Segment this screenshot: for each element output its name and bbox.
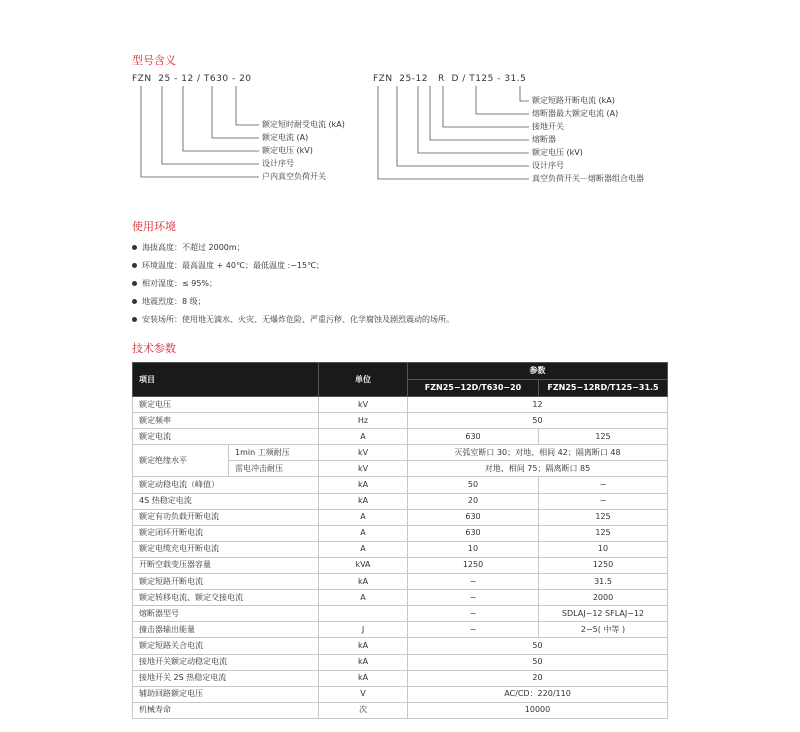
left-label-design-no: 设计序号: [262, 159, 294, 168]
env-section-title: 使用环境: [132, 220, 176, 233]
left-label-rated-voltage: 额定电压 (kV): [262, 146, 313, 155]
model-section-title: 型号含义: [132, 54, 176, 67]
row-item: 额定频率: [133, 413, 319, 429]
row-unit: kA: [319, 574, 408, 590]
row-item: 接地开关额定动稳定电流: [133, 654, 319, 670]
row-item: 额定电缆充电开断电流: [133, 541, 319, 557]
left-model-code: FZN 25 - 12 / T630 - 20: [132, 74, 252, 84]
row-value-model-2: 125: [539, 509, 668, 525]
row-subitem: 1min 工频耐压: [229, 445, 319, 461]
row-unit: A: [319, 509, 408, 525]
left-label-short-time-current: 额定短时耐受电流 (kA): [262, 120, 345, 129]
row-value-model-1: 20: [408, 493, 539, 509]
row-unit: kA: [319, 477, 408, 493]
right-label-fuse-max-current: 熔断器最大额定电流 (A): [532, 109, 619, 118]
env-list: [132, 238, 454, 329]
row-value-model-1: 10: [408, 541, 539, 557]
row-value: 12: [408, 397, 668, 413]
header-model-1: FZN25−12D/T630−20: [408, 380, 539, 397]
model-diagram-lines: [0, 0, 800, 200]
row-item: 额定闭环开断电流: [133, 525, 319, 541]
header-params: 参数: [408, 363, 668, 380]
env-item-seismic: 地震烈度：8 级；: [132, 293, 454, 311]
row-item: 4S 热稳定电流: [133, 493, 319, 509]
row-unit: A: [319, 541, 408, 557]
table-row: [133, 638, 668, 654]
row-value-model-1: −: [408, 574, 539, 590]
row-value-model-2: 10: [539, 541, 668, 557]
env-item-temperature: 环境温度：最高温度 + 40℃；最低温度 :−15℃；: [132, 256, 454, 274]
row-unit: V: [319, 686, 408, 702]
row-value: 灭弧室断口 30；对地、相间 42；隔离断口 48: [408, 445, 668, 461]
row-unit: kA: [319, 654, 408, 670]
env-item-altitude: 海拔高度：不超过 2000m；: [132, 238, 454, 256]
row-item: 辅助回路额定电压: [133, 686, 319, 702]
right-label-rated-voltage: 额定电压 (kV): [532, 148, 583, 157]
row-unit: kV: [319, 461, 408, 477]
left-label-rated-current: 额定电流 (A): [262, 133, 309, 142]
row-value: 对地、相间 75；隔离断口 85: [408, 461, 668, 477]
bullet-icon: [132, 299, 137, 304]
row-value: AC/CD：220/110: [408, 686, 668, 702]
table-row: [133, 413, 668, 429]
row-unit: A: [319, 525, 408, 541]
bullet-icon: [132, 317, 137, 322]
row-item: 额定绝缘水平: [133, 445, 229, 477]
table-row: [133, 622, 668, 638]
row-value: 50: [408, 413, 668, 429]
right-label-earthing-switch: 接地开关: [532, 122, 564, 131]
env-item-site: 安装场所：使用地无滴水、火灾、无爆炸危险、严重污秽、化学腐蚀及剧烈震动的场所。: [132, 311, 454, 329]
row-value: 50: [408, 654, 668, 670]
header-item: 项目: [133, 363, 319, 397]
row-item: 额定短路关合电流: [133, 638, 319, 654]
row-value-model-1: −: [408, 606, 539, 622]
row-item: 额定有功负载开断电流: [133, 509, 319, 525]
row-item: 接地开关 2S 热稳定电流: [133, 670, 319, 686]
spec-table-body: [133, 397, 668, 719]
header-unit: 单位: [319, 363, 408, 397]
row-value-model-1: 1250: [408, 557, 539, 573]
row-unit: Hz: [319, 413, 408, 429]
row-unit: kVA: [319, 557, 408, 573]
row-value-model-2: 125: [539, 525, 668, 541]
table-row: [133, 541, 668, 557]
row-value-model-2: −: [539, 477, 668, 493]
row-unit: J: [319, 622, 408, 638]
row-unit: A: [319, 590, 408, 606]
env-item-humidity: 相对湿度：≤ 95%；: [132, 274, 454, 292]
table-row: [133, 557, 668, 573]
table-row: [133, 654, 668, 670]
table-row: [133, 477, 668, 493]
row-item: 额定动稳电流（峰值）: [133, 477, 319, 493]
bullet-icon: [132, 245, 137, 250]
table-row: [133, 429, 668, 445]
tech-section-title: 技术参数: [132, 342, 176, 355]
row-value: 10000: [408, 702, 668, 718]
bullet-icon: [132, 263, 137, 268]
row-item: 额定电流: [133, 429, 319, 445]
row-item: 额定转移电流、额定交接电流: [133, 590, 319, 606]
row-value-model-2: 2000: [539, 590, 668, 606]
row-value-model-2: 1250: [539, 557, 668, 573]
row-unit: kV: [319, 397, 408, 413]
row-value-model-2: −: [539, 493, 668, 509]
table-row: [133, 525, 668, 541]
right-label-breaking-current: 额定短路开断电流 (kA): [532, 96, 615, 105]
right-label-product: 真空负荷开关－熔断器组合电器: [532, 174, 644, 183]
row-item: 开断空载变压器容量: [133, 557, 319, 573]
header-model-2: FZN25−12RD/T125−31.5: [539, 380, 668, 397]
table-row: [133, 493, 668, 509]
table-row: [133, 509, 668, 525]
table-row: [133, 670, 668, 686]
row-value: 50: [408, 638, 668, 654]
right-model-code: FZN 25-12 R D / T125 - 31.5: [373, 74, 527, 84]
right-label-fuse: 熔断器: [532, 135, 556, 144]
row-value-model-1: −: [408, 622, 539, 638]
row-value-model-2: 31.5: [539, 574, 668, 590]
bullet-icon: [132, 281, 137, 286]
row-value-model-1: 630: [408, 525, 539, 541]
table-header-row: [133, 363, 668, 380]
table-row: [133, 445, 668, 461]
row-value-model-1: 50: [408, 477, 539, 493]
table-row: [133, 606, 668, 622]
row-item: 额定电压: [133, 397, 319, 413]
left-label-product: 户内真空负荷开关: [262, 172, 326, 181]
row-value: 20: [408, 670, 668, 686]
row-value-model-2: 2−5( 中等 ): [539, 622, 668, 638]
row-value-model-1: 630: [408, 509, 539, 525]
row-subitem: 雷电冲击耐压: [229, 461, 319, 477]
row-item: 熔断器型号: [133, 606, 319, 622]
table-row: [133, 702, 668, 718]
row-value-model-1: −: [408, 590, 539, 606]
row-unit: kV: [319, 445, 408, 461]
table-row: [133, 397, 668, 413]
row-unit: 次: [319, 702, 408, 718]
table-row: [133, 686, 668, 702]
row-value-model-2: 125: [539, 429, 668, 445]
row-item: 额定短路开断电流: [133, 574, 319, 590]
spec-table: [132, 362, 668, 719]
row-unit: kA: [319, 670, 408, 686]
table-row: [133, 590, 668, 606]
right-label-design-no: 设计序号: [532, 161, 564, 170]
row-value-model-2: SDLAJ−12 SFLAJ−12: [539, 606, 668, 622]
row-item: 机械寿命: [133, 702, 319, 718]
row-unit: kA: [319, 638, 408, 654]
table-row: [133, 574, 668, 590]
row-unit: A: [319, 429, 408, 445]
row-unit: [319, 606, 408, 622]
row-unit: kA: [319, 493, 408, 509]
row-item: 撞击器输出能量: [133, 622, 319, 638]
row-value-model-1: 630: [408, 429, 539, 445]
